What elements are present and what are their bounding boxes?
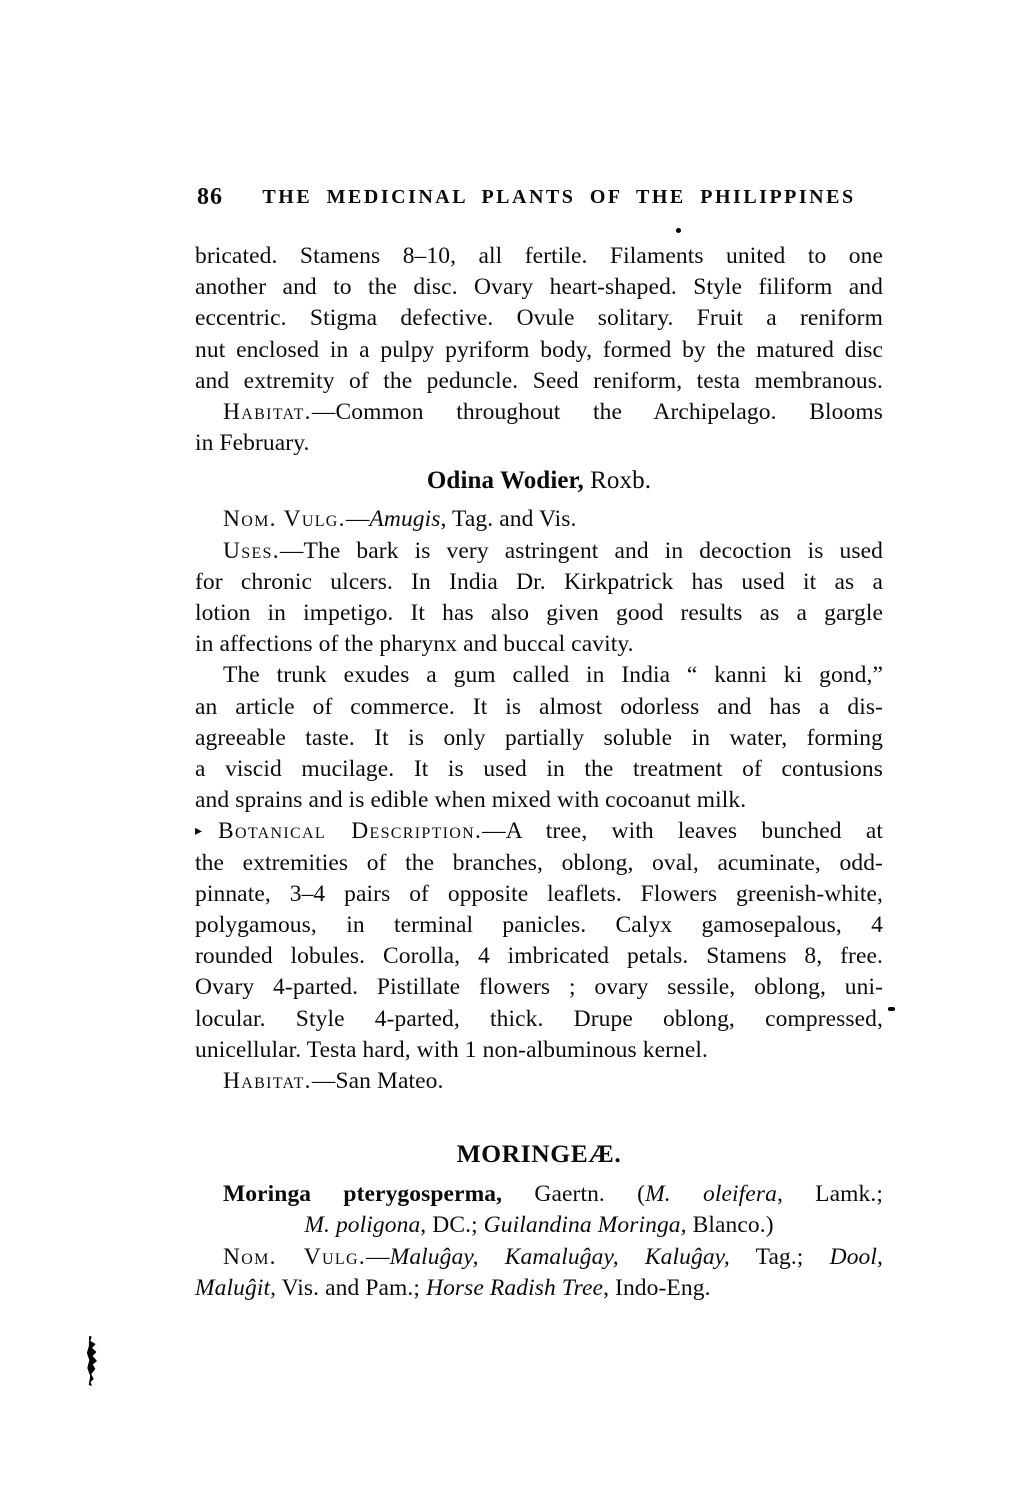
text-run: nut enclosed in a pulpy pyriform body, formed by the matured disc bbox=[195, 336, 883, 363]
text-line bbox=[195, 272, 883, 303]
text-run: in February. bbox=[195, 430, 310, 457]
text-run: — bbox=[345, 506, 370, 533]
text-run: a viscid mucilage. It is used in the treatment of contusions bbox=[195, 756, 883, 783]
text-run: in affections of the pharynx and buccal cavity. bbox=[195, 631, 634, 658]
text-line bbox=[195, 536, 883, 567]
text-run: , DC.; bbox=[420, 1212, 484, 1239]
text-run: M. oleifera bbox=[645, 1181, 777, 1208]
text-run: Habitat. bbox=[223, 1068, 312, 1095]
text-line bbox=[195, 1242, 883, 1273]
text-run: , Tag. and Vis. bbox=[440, 506, 577, 533]
text-run: Horse Radish Tree bbox=[426, 1274, 604, 1301]
text-run: Ovary 4-parted. Pistillate flowers ; ovary sessile, oblong, uni- bbox=[195, 974, 883, 1001]
text-run: Amugis bbox=[369, 506, 441, 533]
text-run: for chronic ulcers. In India Dr. Kirkpatrick has used it as a bbox=[195, 568, 883, 595]
text-line bbox=[195, 241, 883, 272]
text-run: an article of commerce. It is almost odorless and has a dis- bbox=[195, 693, 883, 720]
ink-blob-artifact bbox=[86, 1336, 97, 1386]
text-line bbox=[195, 692, 883, 723]
text-line bbox=[195, 1066, 883, 1097]
page-header bbox=[195, 184, 883, 216]
text-run: — bbox=[366, 1243, 390, 1270]
text-run: MORINGEÆ. bbox=[456, 1139, 622, 1169]
text-line bbox=[195, 335, 883, 366]
text-run: Dool, bbox=[829, 1243, 883, 1270]
text-line bbox=[195, 629, 883, 660]
text-line bbox=[195, 1004, 883, 1035]
text-line bbox=[195, 428, 883, 459]
text-run: , Lamk.; bbox=[776, 1181, 883, 1208]
text-line bbox=[195, 879, 883, 910]
text-run: , Blanco.) bbox=[680, 1212, 774, 1239]
text-line bbox=[195, 1273, 883, 1304]
text-run: and sprains and is edible when mixed with cocoanut milk. bbox=[195, 787, 747, 814]
text-line bbox=[195, 397, 883, 428]
text-line bbox=[195, 303, 883, 334]
text-line bbox=[195, 1210, 883, 1241]
text-run: Roxb. bbox=[583, 467, 652, 495]
paragraph-marker: ▸ bbox=[195, 824, 203, 840]
text-line bbox=[195, 504, 883, 535]
ink-dot-artifact bbox=[676, 228, 681, 233]
text-run: and extremity of the peduncle. Seed reniform, testa membranous. bbox=[195, 367, 883, 394]
text-run: another and to the disc. Ovary heart-shaped. Style filiform and bbox=[195, 274, 883, 301]
text-block bbox=[195, 241, 883, 1304]
text-run: Maluĝit, bbox=[195, 1274, 277, 1301]
page-number: 86 bbox=[197, 184, 223, 210]
text-run: Odina Wodier, bbox=[426, 467, 584, 495]
text-run: locular. Style 4-parted, thick. Drupe oblong, compressed, bbox=[195, 1005, 883, 1032]
text-run: Botanical Description. bbox=[218, 818, 483, 845]
species-heading-odina bbox=[195, 465, 883, 497]
text-run: Habitat. bbox=[223, 399, 312, 426]
text-run: Tag.; bbox=[729, 1243, 830, 1270]
text-line bbox=[195, 366, 883, 397]
text-run: Vis. and Pam.; bbox=[276, 1274, 426, 1301]
text-run: eccentric. Stigma defective. Ovule solitary. Fruit a reniform bbox=[195, 305, 883, 332]
family-heading-moringeae bbox=[195, 1138, 883, 1170]
text-run: —A tree, with leaves bunched at bbox=[482, 818, 883, 845]
text-line bbox=[195, 785, 883, 816]
text-run: Nom. Vulg. bbox=[223, 1243, 367, 1270]
running-title: THE MEDICINAL PLANTS OF THE PHILIPPINES bbox=[262, 186, 856, 208]
text-run: the extremities of the branches, oblong, oval, acuminate, odd- bbox=[195, 849, 883, 876]
text-run: Gaertn. ( bbox=[502, 1181, 646, 1208]
text-run: —San Mateo. bbox=[311, 1068, 444, 1095]
text-run: The trunk exudes a gum called in India “ kanni ki gond,” bbox=[223, 662, 883, 689]
text-line bbox=[195, 567, 883, 598]
text-run: M. poligona bbox=[304, 1212, 421, 1239]
text-run: rounded lobules. Corolla, 4 imbricated petals. Stamens 8, free. bbox=[195, 943, 883, 970]
text-line bbox=[195, 660, 883, 691]
text-line bbox=[195, 816, 883, 847]
text-line bbox=[195, 754, 883, 785]
text-run: Moringa pterygosperma, bbox=[223, 1181, 503, 1208]
text-run: polygamous, in terminal panicles. Calyx gamosepalous, 4 bbox=[195, 912, 883, 939]
text-run: pinnate, 3–4 pairs of opposite leaflets. Flowers greenish-white, bbox=[195, 880, 883, 907]
text-run: bricated. Stamens 8–10, all fertile. Filaments united to one bbox=[195, 243, 883, 269]
text-line bbox=[195, 910, 883, 941]
text-run: , Indo-Eng. bbox=[603, 1274, 711, 1301]
text-run: unicellular. Testa hard, with 1 non-albuminous kernel. bbox=[195, 1036, 709, 1063]
ink-dash-artifact bbox=[888, 1007, 895, 1011]
text-run: Guilandina Moringa bbox=[483, 1212, 681, 1239]
text-line bbox=[195, 598, 883, 629]
text-line bbox=[195, 1035, 883, 1066]
text-line bbox=[195, 723, 883, 754]
text-run: Nom. Vulg. bbox=[223, 506, 346, 533]
text-line bbox=[195, 972, 883, 1003]
text-run: Maluĝay, Kamaluĝay, Kaluĝay, bbox=[389, 1243, 730, 1270]
text-run: —The bark is very astringent and in decoction is used bbox=[279, 537, 883, 564]
text-line bbox=[195, 848, 883, 879]
text-line bbox=[195, 941, 883, 972]
text-line bbox=[195, 1179, 883, 1210]
text-run: Uses. bbox=[223, 537, 280, 564]
text-run: —Common throughout the Archipelago. Blooms bbox=[311, 399, 883, 426]
text-run: lotion in impetigo. It has also given good results as a gargle bbox=[195, 600, 883, 627]
text-run: agreeable taste. It is only partially soluble in water, forming bbox=[195, 724, 883, 751]
